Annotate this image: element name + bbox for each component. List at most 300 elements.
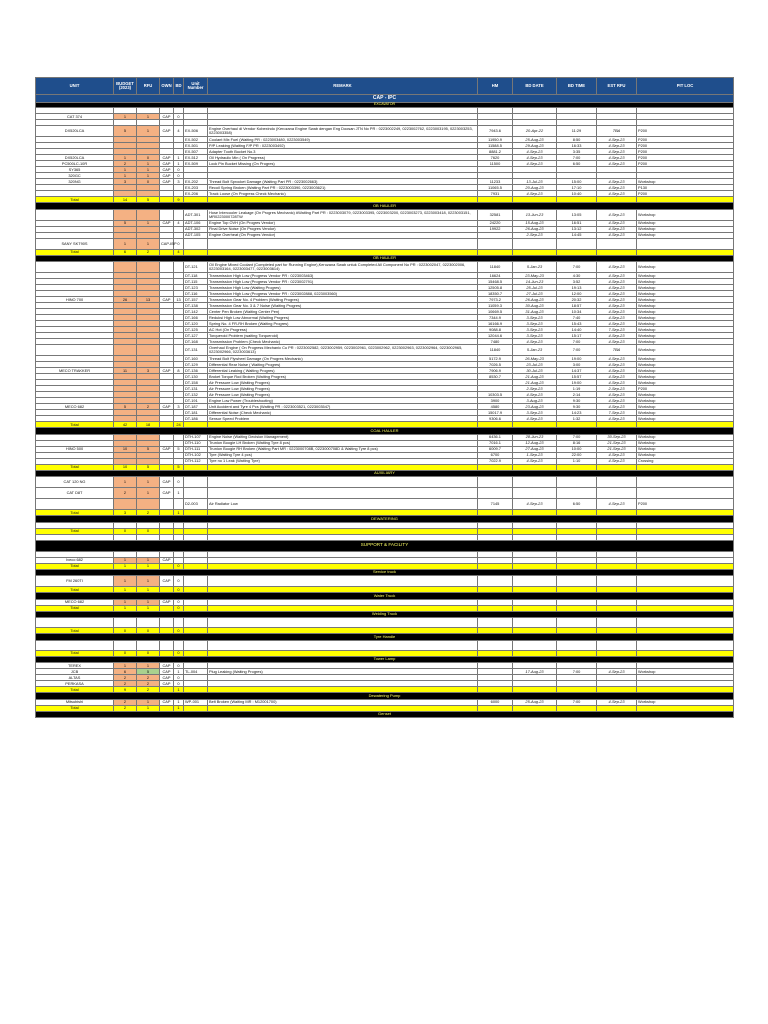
- pit-loc-cell[interactable]: Workshop: [637, 374, 734, 380]
- bd-date-cell[interactable]: 25-Aug-23: [513, 699, 557, 705]
- bd-time-cell[interactable]: 15:00: [557, 179, 597, 185]
- own-cell[interactable]: CAP: [160, 669, 174, 675]
- total-rfu[interactable]: 5: [137, 464, 160, 470]
- est-rfu-cell[interactable]: 21-Sep-23: [597, 440, 637, 446]
- pit-loc-cell[interactable]: P200: [637, 149, 734, 155]
- est-rfu-cell[interactable]: 4-Sep-23: [597, 209, 637, 220]
- unit-number-cell[interactable]: DT-187: [184, 404, 208, 410]
- remark-cell[interactable]: Transmission High Low (Waiting Progres): [208, 285, 478, 291]
- unit-number-cell[interactable]: DT-131: [184, 386, 208, 392]
- own-cell[interactable]: CAP: [160, 155, 174, 161]
- bd-date-cell[interactable]: 23-Aug-23: [513, 404, 557, 410]
- unit-number-cell[interactable]: ADT-106: [184, 220, 208, 226]
- budget-cell[interactable]: 10: [114, 446, 137, 452]
- est-rfu-cell[interactable]: 4-Sep-23: [597, 380, 637, 386]
- total-budget[interactable]: 3: [114, 510, 137, 516]
- bd-date-cell[interactable]: 30-Aug-23: [513, 303, 557, 309]
- bd-time-cell[interactable]: 4:30: [557, 273, 597, 279]
- bd-date-cell[interactable]: 5-Jan-23: [513, 262, 557, 273]
- unit-number-cell[interactable]: DTH-110: [184, 440, 208, 446]
- remark-cell[interactable]: Transmission High Low (Progress Vendor PR : 0223002791): [208, 279, 478, 285]
- rfu-cell[interactable]: [137, 209, 160, 220]
- bd-cell[interactable]: 4: [174, 220, 184, 226]
- bd-cell[interactable]: [174, 262, 184, 273]
- pit-loc-cell[interactable]: Workshop: [637, 434, 734, 440]
- hm-cell[interactable]: 18350.7: [478, 291, 513, 297]
- own-cell[interactable]: CAP: [160, 557, 174, 563]
- category-label[interactable]: Water Truck: [36, 593, 734, 600]
- rfu-cell[interactable]: 1: [137, 699, 160, 705]
- remark-cell[interactable]: Differential Rear Noise ( Waiting Progres): [208, 362, 478, 368]
- unit-cell[interactable]: 320NG: [36, 179, 114, 185]
- unit-cell[interactable]: 320GC: [36, 173, 114, 179]
- remark-cell[interactable]: Unit Accident and Tyre 4 Pcs (Waiting PR : 0223003521, 0223003547): [208, 404, 478, 410]
- rfu-cell[interactable]: 2: [137, 675, 160, 681]
- pit-loc-cell[interactable]: Workshop: [637, 279, 734, 285]
- pit-loc-cell[interactable]: Workshop: [637, 309, 734, 315]
- bd-time-cell[interactable]: [557, 576, 597, 587]
- unit-cell[interactable]: PC500LC-10R: [36, 161, 114, 167]
- budget-cell[interactable]: 2: [114, 681, 137, 687]
- rfu-cell[interactable]: 13: [137, 297, 160, 303]
- est-rfu-cell[interactable]: 4-Sep-23: [597, 279, 637, 285]
- bd-date-cell[interactable]: 4-Sep-23: [513, 149, 557, 155]
- bd-time-cell[interactable]: 8:16: [557, 440, 597, 446]
- pit-loc-cell[interactable]: Workshop: [637, 440, 734, 446]
- own-cell[interactable]: CAP: [160, 126, 174, 137]
- total-bd[interactable]: 0: [174, 650, 184, 656]
- pit-loc-cell[interactable]: Workshop: [637, 398, 734, 404]
- bd-cell[interactable]: 0: [174, 663, 184, 669]
- hm-cell[interactable]: 15017.9: [478, 410, 513, 416]
- own-cell[interactable]: CAP: [160, 488, 174, 499]
- est-rfu-cell[interactable]: 4-Sep-23: [597, 179, 637, 185]
- bd-date-cell[interactable]: 23-May-23: [513, 273, 557, 279]
- hm-cell[interactable]: 7943.6: [478, 126, 513, 137]
- est-rfu-cell[interactable]: 4-Sep-23: [597, 368, 637, 374]
- pit-loc-cell[interactable]: Workshop: [637, 380, 734, 386]
- bd-time-cell[interactable]: 7:00: [557, 155, 597, 161]
- remark-cell[interactable]: Final Drive Noise (On Progres Vendor): [208, 226, 478, 232]
- unit-number-cell[interactable]: DT-191: [184, 398, 208, 404]
- own-cell[interactable]: [160, 345, 174, 356]
- rfu-cell[interactable]: 1: [137, 167, 160, 173]
- unit-number-cell[interactable]: DT-116: [184, 291, 208, 297]
- bd-time-cell[interactable]: 14:40: [557, 327, 597, 333]
- blank-cell[interactable]: [114, 618, 137, 628]
- remark-cell[interactable]: Torqueroid Problem (waiting Torqueroid): [208, 333, 478, 339]
- remark-cell[interactable]: Plug Leaking (Waiting Progres): [208, 669, 478, 675]
- col-est-rfu[interactable]: EST RFU: [597, 78, 637, 95]
- budget-cell[interactable]: 5: [114, 404, 137, 410]
- rfu-cell[interactable]: 1: [137, 599, 160, 605]
- total-bd[interactable]: 1: [174, 687, 184, 693]
- hm-cell[interactable]: 7026.5: [478, 362, 513, 368]
- est-rfu-cell[interactable]: 4-Sep-23: [597, 149, 637, 155]
- hm-cell[interactable]: 10669.5: [478, 309, 513, 315]
- total-bd[interactable]: 0: [174, 563, 184, 569]
- unit-number-cell[interactable]: TL-004: [184, 669, 208, 675]
- col-hm[interactable]: HM: [478, 78, 513, 95]
- unit-cell[interactable]: MECO 682: [36, 404, 114, 410]
- budget-cell[interactable]: 1: [114, 114, 137, 120]
- budget-cell[interactable]: 11: [114, 368, 137, 374]
- est-rfu-cell[interactable]: 4-Sep-23: [597, 392, 637, 398]
- category-label[interactable]: AUXILIARY: [36, 470, 734, 477]
- bd-date-cell[interactable]: 20-Aug-23: [513, 185, 557, 191]
- bd-time-cell[interactable]: 22:00: [557, 452, 597, 458]
- unit-number-cell[interactable]: DT-142: [184, 309, 208, 315]
- blank-cell[interactable]: [160, 640, 174, 650]
- est-rfu-cell[interactable]: 4-Sep-23: [597, 297, 637, 303]
- total-budget[interactable]: 1: [114, 563, 137, 569]
- bd-time-cell[interactable]: 7:00: [557, 699, 597, 705]
- est-rfu-cell[interactable]: 7-Sep-23: [597, 410, 637, 416]
- total-rfu[interactable]: 0: [137, 528, 160, 534]
- pit-loc-cell[interactable]: P200: [637, 161, 734, 167]
- blank-cell[interactable]: [174, 640, 184, 650]
- est-rfu-cell[interactable]: [597, 488, 637, 499]
- remark-cell[interactable]: Air Pressure Low (Waiting Progres): [208, 386, 478, 392]
- unit-number-cell[interactable]: DTH-111: [184, 446, 208, 452]
- bd-date-cell[interactable]: 26-Aug-23: [513, 297, 557, 303]
- total-rfu[interactable]: 1: [137, 563, 160, 569]
- total-rfu[interactable]: 18: [137, 422, 160, 428]
- unit-number-cell[interactable]: WP-001: [184, 699, 208, 705]
- budget-cell[interactable]: 1: [114, 599, 137, 605]
- hm-cell[interactable]: 12044.6: [478, 333, 513, 339]
- own-cell[interactable]: CAP: [160, 114, 174, 120]
- unit-cell[interactable]: [36, 209, 114, 220]
- bd-cell[interactable]: 0: [174, 681, 184, 687]
- hm-cell[interactable]: 15468.5: [478, 279, 513, 285]
- unit-number-cell[interactable]: DT-157: [184, 297, 208, 303]
- unit-number-cell[interactable]: EX-506: [184, 126, 208, 137]
- rfu-cell[interactable]: 1: [137, 126, 160, 137]
- remark-cell[interactable]: Engine Noise (Waiting Decision Management): [208, 434, 478, 440]
- total-budget[interactable]: 0: [114, 650, 137, 656]
- total-rfu[interactable]: 1: [137, 705, 160, 711]
- bd-date-cell[interactable]: 21-Aug-23: [513, 380, 557, 386]
- pit-loc-cell[interactable]: Workshop: [637, 226, 734, 232]
- blank-cell[interactable]: [174, 618, 184, 628]
- est-rfu-cell[interactable]: 4-Sep-23: [597, 273, 637, 279]
- bd-time-cell[interactable]: [557, 477, 597, 488]
- bd-time-cell[interactable]: 7:40: [557, 315, 597, 321]
- pit-loc-cell[interactable]: Workshop: [637, 321, 734, 327]
- remark-cell[interactable]: Transmission Gear No. 4 Problem (Waiting Progres): [208, 297, 478, 303]
- unit-number-cell[interactable]: [184, 488, 208, 499]
- unit-number-cell[interactable]: DT-136: [184, 368, 208, 374]
- est-rfu-cell[interactable]: 4-Sep-23: [597, 143, 637, 149]
- rfu-cell[interactable]: 1: [137, 488, 160, 499]
- total-label[interactable]: Total: [36, 249, 114, 255]
- unit-number-cell[interactable]: DT-138: [184, 303, 208, 309]
- unit-number-cell[interactable]: DT-115: [184, 279, 208, 285]
- hm-cell[interactable]: 6700: [478, 452, 513, 458]
- budget-cell[interactable]: 1: [114, 663, 137, 669]
- bd-cell[interactable]: 0: [174, 576, 184, 587]
- unit-number-cell[interactable]: [184, 576, 208, 587]
- pit-loc-cell[interactable]: Workshop: [637, 179, 734, 185]
- total-bd[interactable]: 0: [174, 628, 184, 634]
- hm-cell[interactable]: [478, 576, 513, 587]
- budget-cell[interactable]: 1: [114, 557, 137, 563]
- bd-time-cell[interactable]: 3:00: [557, 362, 597, 368]
- pit-loc-cell[interactable]: Workshop: [637, 291, 734, 297]
- category-label[interactable]: COAL HAULER: [36, 428, 734, 435]
- own-cell[interactable]: [160, 209, 174, 220]
- pit-loc-cell[interactable]: Workshop: [637, 209, 734, 220]
- bd-time-cell[interactable]: 8:50: [557, 137, 597, 143]
- unit-cell[interactable]: Iveco 682: [36, 557, 114, 563]
- remark-cell[interactable]: [208, 576, 478, 587]
- pit-loc-cell[interactable]: Workshop: [637, 297, 734, 303]
- budget-cell[interactable]: 2: [114, 488, 137, 499]
- est-rfu-cell[interactable]: 4-Sep-23: [597, 669, 637, 675]
- category-label[interactable]: Tyre Handle: [36, 634, 734, 641]
- bd-date-cell[interactable]: 3-Aug-23: [513, 398, 557, 404]
- col-own[interactable]: OWN: [160, 78, 174, 95]
- bd-cell[interactable]: [174, 499, 184, 510]
- unit-cell[interactable]: [36, 345, 114, 356]
- bd-time-cell[interactable]: 2:14: [557, 392, 597, 398]
- hm-cell[interactable]: 11500: [478, 161, 513, 167]
- total-label[interactable]: Total: [36, 650, 114, 656]
- remark-cell[interactable]: Thread Bolt Sprocket Damage (Waiting Part PR : 0223002663): [208, 179, 478, 185]
- bd-date-cell[interactable]: [513, 488, 557, 499]
- bd-date-cell[interactable]: 2-Sep-23: [513, 232, 557, 238]
- category-label[interactable]: SUPPORT & FACILITY: [36, 540, 734, 551]
- bd-date-cell[interactable]: 3-Sep-23: [513, 321, 557, 327]
- pit-loc-cell[interactable]: P130: [637, 185, 734, 191]
- bd-time-cell[interactable]: 15:57: [557, 374, 597, 380]
- est-rfu-cell[interactable]: [597, 238, 637, 249]
- remark-cell[interactable]: Lock Pin Bucket Missing (On Progres): [208, 161, 478, 167]
- remark-cell[interactable]: P/P Leaking (Waiting F/P PR : 0223003492): [208, 143, 478, 149]
- est-rfu-cell[interactable]: 21-Sep-23: [597, 446, 637, 452]
- est-rfu-cell[interactable]: 4-Sep-23: [597, 404, 637, 410]
- hm-cell[interactable]: 19922: [478, 226, 513, 232]
- unit-number-cell[interactable]: DT-131: [184, 345, 208, 356]
- pit-loc-cell[interactable]: P200: [637, 143, 734, 149]
- pit-loc-cell[interactable]: Workshop: [637, 315, 734, 321]
- unit-cell[interactable]: SANY SKT90S: [36, 238, 114, 249]
- est-rfu-cell[interactable]: 4-Sep-23: [597, 155, 637, 161]
- blank-cell[interactable]: [637, 640, 734, 650]
- pit-loc-cell[interactable]: Workshop: [637, 303, 734, 309]
- total-label[interactable]: Total: [36, 628, 114, 634]
- total-budget[interactable]: 10: [114, 464, 137, 470]
- est-rfu-cell[interactable]: 4-Sep-23: [597, 356, 637, 362]
- hm-cell[interactable]: 10303.5: [478, 392, 513, 398]
- bd-date-cell[interactable]: 27-Aug-23: [513, 446, 557, 452]
- rfu-cell[interactable]: 5: [137, 669, 160, 675]
- rfu-cell[interactable]: 1: [137, 557, 160, 563]
- remark-cell[interactable]: Recoil Spring Broken (Waiting Part PR : 0223003390, 0223003621): [208, 185, 478, 191]
- bd-time-cell[interactable]: 16:51: [557, 220, 597, 226]
- remark-cell[interactable]: Air Pressure Low (Waiting Progres): [208, 392, 478, 398]
- hm-cell[interactable]: 9088.8: [478, 327, 513, 333]
- budget-cell[interactable]: 1: [114, 167, 137, 173]
- hm-cell[interactable]: 7620: [478, 155, 513, 161]
- remark-cell[interactable]: Transmission High Low (Progress Vendor PR : 0223003463): [208, 273, 478, 279]
- unit-cell[interactable]: FM 260TI: [36, 576, 114, 587]
- rfu-cell[interactable]: [137, 345, 160, 356]
- total-rfu[interactable]: 1: [137, 605, 160, 611]
- total-label[interactable]: Total: [36, 563, 114, 569]
- unit-cell[interactable]: DX520LCA: [36, 155, 114, 161]
- category-label[interactable]: Dewatering Pump: [36, 693, 734, 700]
- bd-time-cell[interactable]: 15:43: [557, 321, 597, 327]
- unit-cell[interactable]: [36, 262, 114, 273]
- bd-date-cell[interactable]: 23-Jul-23: [513, 362, 557, 368]
- budget-cell[interactable]: 2: [114, 675, 137, 681]
- est-rfu-cell[interactable]: 4-Sep-23: [597, 303, 637, 309]
- total-budget[interactable]: 9: [114, 687, 137, 693]
- rfu-cell[interactable]: 0: [137, 179, 160, 185]
- bd-date-cell[interactable]: 15-Aug-23: [513, 220, 557, 226]
- bd-date-cell[interactable]: 13-Jul-23: [513, 179, 557, 185]
- col-rfu[interactable]: RFU: [137, 78, 160, 95]
- remark-cell[interactable]: Engine Overhaul di Vendor Kobexindo (Kerozana Engine Swab dengan Eng Doosan JTN No PR : 0223002249, 0223002762, 0223003195, 0223003253, 0223003358): [208, 126, 478, 137]
- total-bd[interactable]: 24: [174, 422, 184, 428]
- budget-cell[interactable]: [114, 262, 137, 273]
- unit-cell[interactable]: SY365: [36, 167, 114, 173]
- bd-date-cell[interactable]: 29-Aug-23: [513, 143, 557, 149]
- own-cell[interactable]: CAP: [160, 675, 174, 681]
- hm-cell[interactable]: 5172.9: [478, 356, 513, 362]
- own-cell[interactable]: CAP: [160, 173, 174, 179]
- bd-time-cell[interactable]: 7:00: [557, 339, 597, 345]
- est-rfu-cell[interactable]: 4-Sep-23: [597, 285, 637, 291]
- total-label[interactable]: Total: [36, 510, 114, 516]
- bd-time-cell[interactable]: 15:17: [557, 333, 597, 339]
- total-budget[interactable]: 6: [114, 249, 137, 255]
- total-rfu[interactable]: 0: [137, 650, 160, 656]
- bd-time-cell[interactable]: 1:19: [557, 386, 597, 392]
- hm-cell[interactable]: [478, 488, 513, 499]
- bd-time-cell[interactable]: 1:10: [557, 458, 597, 464]
- rfu-cell[interactable]: 1: [137, 477, 160, 488]
- own-cell[interactable]: CAP: [160, 663, 174, 669]
- unit-cell[interactable]: [36, 499, 114, 510]
- rfu-cell[interactable]: 1: [137, 173, 160, 179]
- est-rfu-cell[interactable]: 4-Sep-23: [597, 185, 637, 191]
- blank-cell[interactable]: [637, 618, 734, 628]
- bd-date-cell[interactable]: 3-Sep-23: [513, 410, 557, 416]
- budget-cell[interactable]: 1: [114, 477, 137, 488]
- remark-cell[interactable]: Adapter Tooth Bucket No.3: [208, 149, 478, 155]
- unit-number-cell[interactable]: EX-202: [184, 179, 208, 185]
- est-rfu-cell[interactable]: 4-Sep-23: [597, 362, 637, 368]
- total-budget[interactable]: 0: [114, 628, 137, 634]
- unit-number-cell[interactable]: DTH-107: [184, 434, 208, 440]
- unit-cell[interactable]: Mitsubishi: [36, 699, 114, 705]
- est-rfu-cell[interactable]: 4-Sep-23: [597, 191, 637, 197]
- total-bd[interactable]: 0: [174, 605, 184, 611]
- col-bd-date[interactable]: BD DATE: [513, 78, 557, 95]
- bd-date-cell[interactable]: 1-Sep-23: [513, 452, 557, 458]
- blank-cell[interactable]: [597, 618, 637, 628]
- bd-time-cell[interactable]: 7:00: [557, 262, 597, 273]
- bd-cell[interactable]: 1: [174, 669, 184, 675]
- hm-cell[interactable]: 11233: [478, 179, 513, 185]
- bd-date-cell[interactable]: 12-Aug-23: [513, 440, 557, 446]
- pit-loc-cell[interactable]: [637, 477, 734, 488]
- bd-time-cell[interactable]: 7:00: [557, 345, 597, 356]
- bd-time-cell[interactable]: 6:50: [557, 161, 597, 167]
- bd-date-cell[interactable]: 4-Sep-23: [513, 392, 557, 398]
- unit-number-cell[interactable]: [184, 238, 208, 249]
- remark-cell[interactable]: Trunion Boogie LH Broken (Waiting Tyre 8 pcs): [208, 440, 478, 446]
- est-rfu-cell[interactable]: 4-Sep-23: [597, 291, 637, 297]
- bd-time-cell[interactable]: 17:10: [557, 185, 597, 191]
- pit-loc-cell[interactable]: Crossing: [637, 458, 734, 464]
- bd-date-cell[interactable]: 4-Sep-23: [513, 416, 557, 422]
- col-pit-loc[interactable]: PIT LOC: [637, 78, 734, 95]
- bd-date-cell[interactable]: 4-Sep-23: [513, 161, 557, 167]
- hm-cell[interactable]: [478, 477, 513, 488]
- unit-number-cell[interactable]: EX-509: [184, 161, 208, 167]
- category-label[interactable]: Tower Lamp: [36, 656, 734, 663]
- pit-loc-cell[interactable]: Workshop: [637, 404, 734, 410]
- pit-loc-cell[interactable]: Workshop: [637, 356, 734, 362]
- bd-cell[interactable]: 8: [174, 368, 184, 374]
- hm-cell[interactable]: 6000: [478, 699, 513, 705]
- bd-date-cell[interactable]: 28-Jun-23: [513, 434, 557, 440]
- hm-cell[interactable]: 7145: [478, 499, 513, 510]
- hm-cell[interactable]: [478, 238, 513, 249]
- bd-cell[interactable]: 0: [174, 675, 184, 681]
- remark-cell[interactable]: Tyre no 1 Leak (Waiting Tyre): [208, 458, 478, 464]
- unit-number-cell[interactable]: DT-120: [184, 321, 208, 327]
- budget-cell[interactable]: [114, 209, 137, 220]
- own-cell[interactable]: CAP: [160, 599, 174, 605]
- bd-time-cell[interactable]: 14:45: [557, 232, 597, 238]
- hm-cell[interactable]: 9306.6: [478, 416, 513, 422]
- pit-loc-cell[interactable]: Workshop: [637, 262, 734, 273]
- unit-number-cell[interactable]: DTH-112: [184, 458, 208, 464]
- pit-loc-cell[interactable]: Workshop: [637, 339, 734, 345]
- remark-cell[interactable]: Thread Bolt Flywheel Damage (On Progres Mechanic): [208, 356, 478, 362]
- blank-cell[interactable]: [137, 640, 160, 650]
- pit-loc-cell[interactable]: Workshop: [637, 273, 734, 279]
- bd-date-cell[interactable]: 26-May-23: [513, 356, 557, 362]
- est-rfu-cell[interactable]: TBA: [597, 345, 637, 356]
- unit-number-cell[interactable]: DT-121: [184, 262, 208, 273]
- hm-cell[interactable]: 7022.9: [478, 458, 513, 464]
- remark-cell[interactable]: Differential Leaking ( Waiting Progres): [208, 368, 478, 374]
- budget-cell[interactable]: 3: [114, 179, 137, 185]
- bd-date-cell[interactable]: [513, 238, 557, 249]
- hm-cell[interactable]: 6436.1: [478, 434, 513, 440]
- remark-cell[interactable]: [208, 238, 478, 249]
- pit-loc-cell[interactable]: P200: [637, 126, 734, 137]
- bd-date-cell[interactable]: 4-Sep-23: [513, 499, 557, 510]
- bd-time-cell[interactable]: 12:00: [557, 291, 597, 297]
- own-cell[interactable]: CAP: [160, 681, 174, 687]
- unit-number-cell[interactable]: DT-158: [184, 380, 208, 386]
- remark-cell[interactable]: Track Loose (On Progress Check Mechanic): [208, 191, 478, 197]
- bd-date-cell[interactable]: 3-Sep-23: [513, 333, 557, 339]
- bd-time-cell[interactable]: 19:13: [557, 285, 597, 291]
- pit-loc-cell[interactable]: Workshop: [637, 362, 734, 368]
- total-budget[interactable]: 1: [114, 587, 137, 593]
- remark-cell[interactable]: Engine Low Power (Troubleshooting): [208, 398, 478, 404]
- bd-date-cell[interactable]: 13-Jun-23: [513, 209, 557, 220]
- total-label[interactable]: Total: [36, 587, 114, 593]
